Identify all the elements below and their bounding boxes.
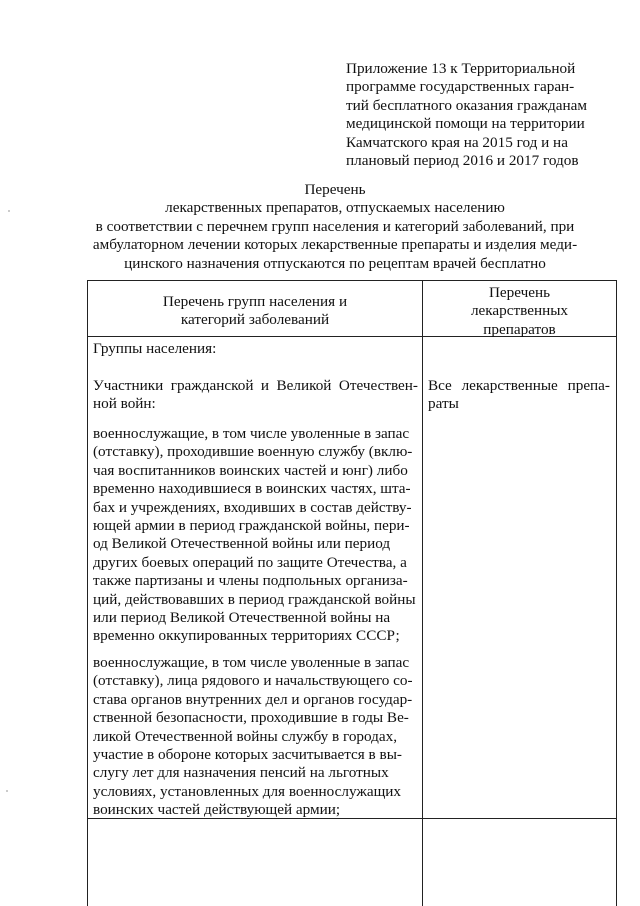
word: лекарственные xyxy=(461,377,558,394)
cell-line: ликой Отечественной войны службу в городах, xyxy=(93,727,398,745)
word: гражданской xyxy=(170,377,254,394)
cell-line: става органов внутренних дел и органов государ- xyxy=(93,690,413,708)
title-line: лекарственных препаратов, отпускаемых населению xyxy=(165,199,505,217)
cell-line xyxy=(93,377,418,395)
cell-line: участие в обороне которых засчитывается в вы- xyxy=(93,746,402,764)
appendix-line: программе государственных гаран- xyxy=(346,78,575,96)
title-line: в соответствии с перечнем групп населения и категорий заболеваний, при xyxy=(95,217,575,235)
header-line: лекарственных xyxy=(470,302,569,320)
cell-line: ной войн: xyxy=(93,395,156,413)
cell-line: од Великой Отечественной войны или период xyxy=(93,535,391,553)
appendix-line: медицинской помощи на территории xyxy=(346,115,585,133)
cell-line: ций, действовавших в период гражданской войны xyxy=(93,590,416,608)
appendix-note xyxy=(346,60,616,170)
cell-line: ющей армии в период гражданской войны, пери- xyxy=(93,517,410,535)
document-title xyxy=(80,181,590,273)
cell-line: военнослужащие, в том числе уволенные в запас xyxy=(93,654,410,671)
word: Отечествен- xyxy=(338,377,418,394)
cell-line: ственной безопасности, проходившие в годы Ве- xyxy=(93,709,409,727)
veterans-heading xyxy=(93,377,418,414)
cell-line: бах и учреждениях, входивших в состав действу- xyxy=(93,498,412,516)
header-line: Перечень групп населения и xyxy=(162,293,348,310)
header-line: категорий заболеваний xyxy=(180,311,330,329)
header-population-groups xyxy=(88,293,422,330)
header-line: Перечень xyxy=(488,284,551,301)
header-line: препаратов xyxy=(483,320,556,338)
cell-line: условиях, установленных для военнослужащих xyxy=(93,782,402,800)
title-line: цинского назначения отпускаются по рецептам врачей бесплатно xyxy=(124,254,546,272)
servicemen-paragraph-1 xyxy=(93,425,416,646)
servicemen-paragraph-2 xyxy=(93,654,413,820)
column-divider xyxy=(422,281,423,906)
cell-line: (отставку), лица рядового и начальствующего со- xyxy=(93,672,413,690)
appendix-line: плановый период 2016 и 2017 годов xyxy=(346,152,579,170)
drug-list-table xyxy=(87,280,617,906)
word: Великой xyxy=(276,377,332,394)
appendix-line: Приложение 13 к Территориальной xyxy=(346,60,576,77)
cell-line: временно оккупированных территориях СССР; xyxy=(93,627,400,645)
cell-line: также партизаны и члены подпольных организа- xyxy=(93,572,408,590)
title-line: амбулаторном лечении которых лекарственные препараты и изделия меди- xyxy=(92,236,578,254)
word: Все xyxy=(428,377,452,394)
cell-line: слугу лет для назначения пенсий на льготных xyxy=(93,764,389,782)
scan-speck xyxy=(6,790,8,792)
cell-line: временно находившиеся в воинских частях, шта- xyxy=(93,480,411,498)
appendix-line: Камчатского края на 2015 год и на xyxy=(346,133,568,151)
cell-line: раты xyxy=(428,395,459,413)
word: Участники xyxy=(93,377,164,394)
appendix-line: тий бесплатного оказания гражданам xyxy=(346,96,587,114)
word: препа- xyxy=(567,377,610,394)
cell-line: воинских частей действующей армии; xyxy=(93,801,341,819)
scan-speck xyxy=(8,210,10,212)
groups-label: Группы населения: xyxy=(93,340,217,357)
header-drugs xyxy=(423,284,616,339)
cell-line: военнослужащие, в том числе уволенные в запас xyxy=(93,425,410,442)
title-line: Перечень xyxy=(304,181,366,198)
cell-line: других боевых операций по защите Отечества, а xyxy=(93,553,407,571)
word: и xyxy=(260,377,270,394)
cell-line xyxy=(428,377,610,395)
drugs-value xyxy=(428,377,610,414)
cell-line: чая воспитанников воинских частей и юнг) либо xyxy=(93,461,408,479)
cell-line: (отставку), проходившие военную службу (вклю- xyxy=(93,443,413,461)
cell-line: или период Великой Отечественной войны на xyxy=(93,609,391,627)
